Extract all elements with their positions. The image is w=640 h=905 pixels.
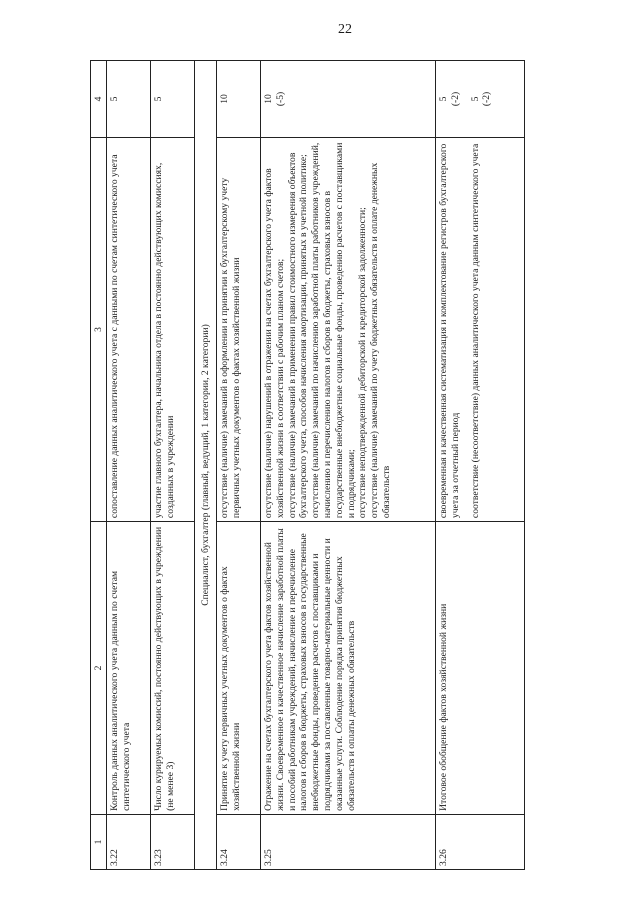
criteria-line: отсутствие (наличие) замечаний в применении правил стоимостного измерения объектов бухгалтерского учета, способов начисления амортизации, принятых в учетной политике; (286, 152, 310, 519)
criteria-line: отсутствие (наличие) замечаний по учету бюджетных обязательств и оплате денежных обязательств (369, 162, 392, 519)
indicator-cell: Принятие к учету первичных учетных документов о фактах хозяйственной жизни (217, 522, 261, 815)
header-cell-4: 4 (91, 61, 107, 138)
criteria-cell: сопоставление данных аналитического учета с данными по счетам синтетического учета (107, 137, 151, 521)
indicator-cell: Отражение на счетах бухгалтерского учета фактов хозяйственной жизни. Своевременное и качественное начисление заработной платы и пособий работникам учреждений, начисление и перечисление налогов и сборов в бюджеты, страховых взносов в государственные внебюджетные фонды, проведение расчетов с поставщиками и подрядчиками за поставленные товарно-материальные ценности и оказанные услуги. Соблюдение порядка принятия бюджетных обязательств и оплаты денежных обязательств (261, 522, 436, 815)
page-number: 22 (338, 22, 352, 37)
table-row (217, 61, 261, 870)
rotated-table-container (90, 60, 525, 870)
criteria-cell (436, 137, 525, 521)
criteria-line: отсутствие неподтвержденной дебиторской и кредиторской задолженности; (357, 207, 369, 519)
row-number: 3.22 (107, 814, 151, 869)
row-number: 3.26 (436, 814, 525, 869)
row-number: 3.23 (151, 814, 195, 869)
points-value: 5 (109, 96, 120, 102)
points-value: 10 (263, 94, 274, 104)
points-value: 10 (219, 94, 230, 104)
indicator-cell: Итоговое обобщение фактов хозяйственной жизни (436, 522, 525, 815)
criteria-cell: отсутствие (наличие) замечаний в оформлении и принятии к бухгалтерскому учету первичных учетных документов о фактах хозяйственной жизни (217, 137, 261, 521)
section-row (195, 61, 217, 870)
indicator-cell: Число курируемых комиссий, постоянно действующих в учреждении (не менее 3) (151, 522, 195, 815)
points-value: 5 (153, 96, 164, 102)
table-row (436, 61, 525, 870)
points-penalty: (-2) (481, 91, 493, 107)
points-penalty: (-5) (274, 91, 286, 107)
row-number: 3.25 (261, 814, 436, 869)
header-cell-2: 2 (91, 522, 107, 815)
header-cell-1: 1 (91, 814, 107, 869)
header-row (91, 61, 107, 870)
points-cell (261, 61, 436, 138)
points-cell (151, 61, 195, 138)
criteria-cell (261, 137, 436, 521)
table-row (107, 61, 151, 870)
points-value: 5 (469, 96, 481, 102)
header-cell-3: 3 (91, 137, 107, 521)
criteria-cell: участие главного бухгалтера, начальника отдела в постоянно действующих комиссиях, созданных в учреждении (151, 137, 195, 521)
criteria-line: соответствие (несоответствие) данных аналитического учета данным синтетического учета (469, 143, 481, 519)
row-number: 3.24 (217, 814, 261, 869)
points-value: 5 (438, 96, 449, 102)
criteria-line: своевременная и качественная систематизация и комплектование регистров бухгалтерского учета за отчетный период (438, 143, 461, 519)
table-row (151, 61, 195, 870)
criteria-line: отсутствие (наличие) нарушений в отражении на счетах бухгалтерского учета фактов хозяйственной жизни в соответствии с рабочим планом счетов; (263, 168, 286, 519)
section-title: Специалист, бухгалтер (главный, ведущий, 1 категории, 2 категории) (195, 61, 217, 870)
points-cell (217, 61, 261, 138)
points-cell (107, 61, 151, 138)
points-cell (436, 61, 525, 138)
indicator-cell: Контроль данных аналитического учета данным по счетам синтетического учета (107, 522, 151, 815)
table-row (261, 61, 436, 870)
criteria-table (90, 60, 525, 870)
points-penalty: (-2) (449, 91, 461, 107)
criteria-line: отсутствие (наличие) замечаний по начислению заработной платы работников учреждений, начислению и перечислению налогов и сборов в бюджеты, страховых взносов в государственные внебюджетные социальные фонды, проведению расчетов с поставщиками и подрядчиками; (310, 142, 357, 519)
